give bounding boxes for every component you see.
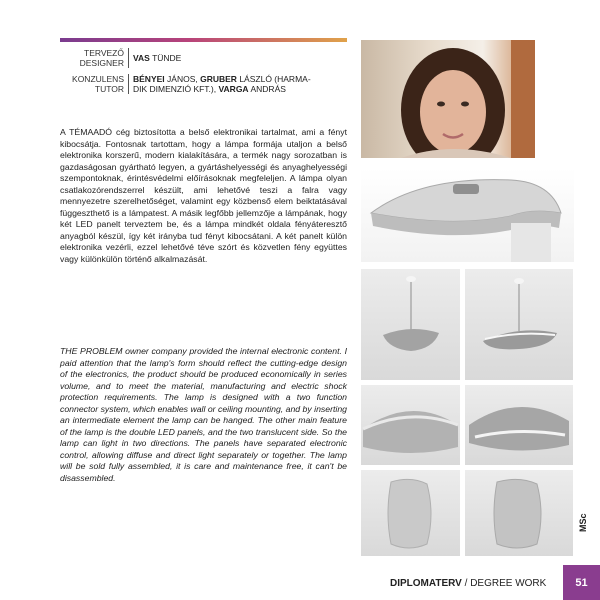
degree-side-label: MSc bbox=[578, 513, 588, 532]
body-text-hungarian: A TÉMAADÓ cég biztosította a belső elektronikai tartalmat, ami a fényt kibocsátja. Fontosnak tartottam, hogy a lámpa formája utaljon a belső elektronika korszerű, modern kialakítására, a termék nagy sorozatban is gazdaságosan gyártható legyen, a gyártáshelyességi és anyaghelyességi szempontoknak, érintésvédelmi előírásoknak megfeleljen. A lámpa olyan csatlakozórendszerrel készült, ami lehetővé teszi a falra vagy mennyezetre szerelhetőséget, valamint egy közbenső elem beiktatásával függeszthető is a lámpatest. A másik legfőbb jellemzője a lámpának, hogy két LED panelt terveztem be, és a lámpa mindkét oldala fényáteresztő anyagból készül, így két irányba tud fényt kibocsátani. A két panelt külön elektronika vezérli, ezzel lehetővé téve szórt és közvetlen fény együttes vagy különkülön történő alkalmazását. bbox=[60, 127, 347, 265]
tutor-role bbox=[60, 74, 129, 94]
tutor-2-surname: GRUBER bbox=[200, 74, 237, 84]
lamp-render-top bbox=[361, 168, 574, 262]
wall-1-illustration bbox=[361, 470, 460, 556]
lamp-render-closeup-2 bbox=[465, 385, 573, 465]
designer-role-en: DESIGNER bbox=[79, 58, 124, 68]
tutor-2-org: DIK DIMENZIÓ KFT.), bbox=[133, 84, 217, 94]
tutor-3-given: ANDRÁS bbox=[250, 84, 286, 94]
footer-section-title bbox=[390, 578, 546, 589]
tutor-1-surname: BÉNYEI bbox=[133, 74, 165, 84]
lamp-render-wall-1 bbox=[361, 470, 460, 556]
credits-block bbox=[60, 48, 350, 100]
lamp-render-closeup-1 bbox=[361, 385, 460, 465]
tutor-names bbox=[129, 74, 350, 94]
tutor-3-surname: VARGA bbox=[218, 84, 249, 94]
closeup-1-illustration bbox=[361, 385, 460, 465]
footer-section-rest: / DEGREE WORK bbox=[461, 578, 547, 589]
tutor-role-en: TUTOR bbox=[94, 84, 124, 94]
lamp-render-wall-2 bbox=[465, 470, 573, 556]
tutor-2-given: LÁSZLÓ (HARMA- bbox=[239, 74, 311, 84]
page-number: 51 bbox=[575, 576, 588, 589]
designer-role bbox=[60, 48, 129, 68]
tutor-role-hu: KONZULENS bbox=[72, 74, 124, 84]
page-number-box bbox=[563, 565, 600, 600]
designer-surname: VAS bbox=[133, 53, 150, 63]
body-text-english: THE PROBLEM owner company provided the internal electronic content. I paid attention that the lamp's form should reflect the cutting-edge design of the electronics, the product should be produced economically in series volume, and to meet the material, manufacturing and electric shock protection requirements. The lamp is designed with a two function connector system, which enables wall or ceiling mounting, and by inserting an intermediate element the lamp can be hanged. The other main feature of the lamp is the double LED panels, and the two translucent side. So the lamp can light in two directions. The panels have separated electronic control, allowing diffuse and direct light separately or together. The lamp will be sold fully assembled, it is care and maintenance free, it can't be disassembled. bbox=[60, 346, 347, 484]
lamp-render-pendant-1 bbox=[361, 269, 460, 380]
lamp-render-pendant-2 bbox=[465, 269, 573, 380]
header-gradient-bar bbox=[60, 38, 347, 42]
designer-portrait-photo bbox=[361, 40, 535, 158]
designer-row bbox=[60, 48, 350, 68]
designer-role-hu: TERVEZŐ bbox=[84, 48, 124, 58]
footer-section-bold: DIPLOMATERV bbox=[390, 578, 462, 589]
tutor-row bbox=[60, 74, 350, 94]
portrait-illustration bbox=[361, 40, 535, 158]
pendant-2-illustration bbox=[465, 269, 573, 380]
tutor-1-given: JÁNOS, bbox=[167, 74, 198, 84]
designer-given: TÜNDE bbox=[152, 53, 182, 63]
wall-2-illustration bbox=[465, 470, 573, 556]
designer-name bbox=[129, 48, 350, 68]
pendant-1-illustration bbox=[361, 269, 460, 380]
lamp-render-top-illustration bbox=[361, 168, 574, 262]
closeup-2-illustration bbox=[465, 385, 573, 465]
